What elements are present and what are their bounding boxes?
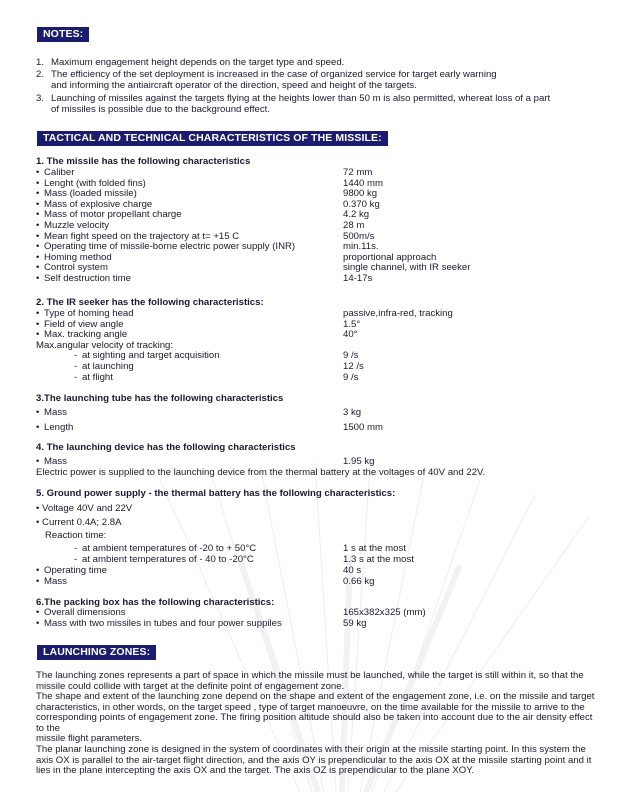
characteristic-value: 40 s xyxy=(343,565,362,576)
characteristic-value: 9 /s xyxy=(343,372,359,383)
zones-paragraph-2-end: missile flight parameters. xyxy=(36,733,143,744)
characteristic-label: Mass of explosive charge xyxy=(44,198,153,210)
dash-icon: - xyxy=(74,350,78,361)
characteristic-label: Control system xyxy=(44,262,108,274)
characteristic-value: 14-17s xyxy=(343,273,373,284)
bullet-icon: • xyxy=(36,220,40,231)
characteristic-value: 40° xyxy=(343,329,358,341)
bullet-icon: • xyxy=(36,617,40,629)
bullet-icon: • xyxy=(36,230,40,242)
bullet-icon: • xyxy=(36,329,40,341)
note-item-2-cont: and informing the antiaircraft operator of the direction, speed and height of the targets. xyxy=(51,80,417,91)
characteristic-value: min.11s. xyxy=(343,241,379,253)
box-heading: 6.The packing box has the following characteristics: xyxy=(36,597,275,608)
characteristic-label: Mass xyxy=(44,575,67,587)
characteristic-value: 1.3 s at the most xyxy=(343,554,414,565)
characteristic-label: Self destruction time xyxy=(44,273,131,284)
note-number: 1. xyxy=(36,57,45,68)
characteristic-label: Lenght (with folded fins) xyxy=(44,177,146,189)
zones-paragraph-3: The planar launching zone is designed in the system of coordinates with their origin at the missile starting point. In this system the axis OX is parallel to the air-target flight direction, and the axis OY is prependicular to the axis OX at the missile starting point and it lies in the plane intercepting the axis OX and the target. The axis OZ is prependicular to the plane XOY. xyxy=(36,744,592,777)
characteristic-label: at flight xyxy=(82,372,113,383)
characteristic-value: single channel, with IR seeker xyxy=(343,262,471,274)
power-reaction-label: Reaction time: xyxy=(45,530,107,541)
dash-icon: - xyxy=(74,372,78,383)
characteristic-label: at sighting and target acquisition xyxy=(82,350,220,361)
characteristic-label: Operating time of missile-borne electric power supply (INR) xyxy=(44,241,296,253)
bullet-icon: • xyxy=(36,177,40,189)
characteristic-value: 4.2 kg xyxy=(343,209,370,221)
note-number: 2. xyxy=(36,69,45,80)
characteristic-value: 9 /s xyxy=(343,350,359,361)
characteristic-label: Mass with two missiles in tubes and four power suppiles xyxy=(44,617,282,629)
characteristic-value: 28 m xyxy=(343,220,365,231)
bullet-icon: • xyxy=(36,565,40,576)
note-text: Launching of missiles against the targets flying at the heights lower than 50 m is also permitted, whereat loss of a part xyxy=(51,93,551,104)
characteristic-value: passive,infra-red, tracking xyxy=(343,308,453,319)
dash-icon: - xyxy=(74,543,78,554)
characteristic-label: Homing method xyxy=(44,251,112,263)
device-heading: 4. The launching device has the following characteristics xyxy=(36,442,296,453)
ttc-banner: TACTICAL AND TECHNICAL CHARACTERISTICS OF THE MISSILE: xyxy=(37,131,388,146)
notes-banner: NOTES: xyxy=(37,27,89,42)
characteristic-label: Caliber xyxy=(44,167,75,178)
bullet-icon: • xyxy=(36,167,40,178)
seeker-subheading: Max.angular velocity of tracking: xyxy=(36,340,174,351)
characteristic-label: Overall dimensions xyxy=(44,607,126,618)
characteristic-label: Type of homing head xyxy=(44,308,134,319)
characteristic-label: at ambient temperatures of -20 to + 50°C xyxy=(82,543,257,554)
tube-heading: 3.The launching tube has the following characteristics xyxy=(36,393,284,404)
characteristic-value: 9800 kg xyxy=(343,188,378,200)
bullet-icon: • xyxy=(36,503,43,514)
note-item-3-cont: of missiles is possible due to the background effect. xyxy=(51,104,271,115)
characteristic-label: Length xyxy=(44,421,74,433)
characteristic-value: 1.5° xyxy=(343,318,361,330)
power-voltage: • Voltage 40V and 22V xyxy=(36,503,133,514)
bullet-icon: • xyxy=(36,607,40,618)
characteristic-label: Max. tracking angle xyxy=(44,329,128,341)
characteristic-label: Mean fight speed on the trajectory at t= +15 C xyxy=(44,230,240,242)
note-item-2 xyxy=(36,70,497,81)
bullet-icon: • xyxy=(36,273,40,284)
characteristic-value: 1.95 kg xyxy=(343,456,375,467)
characteristic-label: Mass of motor propellant charge xyxy=(44,209,182,221)
characteristic-value: 500m/s xyxy=(343,230,375,242)
bullet-icon: • xyxy=(36,407,40,418)
bullet-icon: • xyxy=(36,251,40,263)
bullet-icon: • xyxy=(36,456,40,467)
characteristic-value: 72 mm xyxy=(343,167,373,178)
bullet-icon: • xyxy=(36,262,40,274)
characteristic-label: Mass (loaded missile) xyxy=(44,188,137,200)
characteristic-value: 1440 mm xyxy=(343,177,383,189)
bullet-icon: • xyxy=(36,241,40,253)
characteristic-label: Operating time xyxy=(44,565,107,576)
characteristic-value: 59 kg xyxy=(343,617,367,629)
note-text: The efficiency of the set deployment is increased in the case of organized service for target early warning xyxy=(51,69,497,80)
characteristic-value: proportional approach xyxy=(343,251,437,263)
zones-paragraph-1: The launching zones represents a part of space in which the missile must be launched, while the target is still within it, so that the missile could collide with target at the definite point of engagement zone. xyxy=(36,670,584,692)
bullet-icon: • xyxy=(36,209,40,221)
bullet-icon: • xyxy=(36,198,40,210)
bullet-icon: • xyxy=(36,421,40,433)
characteristic-label: Field of view angle xyxy=(44,318,124,330)
characteristic-value: 165x382x325 (mm) xyxy=(343,607,426,618)
zones-paragraph-2: The shape and extent of the launching zone depend on the shape and extent of the engagement zone, i.e. on the missile and target characteristics, in other words, on the target speed , type of target manoeuvre, on the time available for the missile to arrive to the corresponding points of engagement zone. The firing position altitude should also be taken into account due to the air density effect to the xyxy=(36,691,595,734)
dash-icon: - xyxy=(74,361,78,372)
characteristic-value: 1 s at the most xyxy=(343,543,406,554)
power-current: • Current 0.4A; 2.8A xyxy=(36,517,122,528)
characteristic-label: Mass xyxy=(44,407,67,418)
dash-icon: - xyxy=(74,554,78,565)
characteristic-label: Mass xyxy=(44,456,67,467)
characteristic-value: 1500 mm xyxy=(343,421,383,433)
note-item-1 xyxy=(36,58,344,69)
bullet-icon: • xyxy=(36,575,40,587)
characteristic-label: at launching xyxy=(82,361,134,372)
characteristic-label: at ambient temperatures of - 40 to -20°C xyxy=(82,554,254,565)
device-note: Electric power is supplied to the launching device from the thermal battery at the voltages of 40V and 22V. xyxy=(36,467,486,478)
seeker-heading: 2. The IR seeker has the following characteristics: xyxy=(36,297,264,308)
bullet-icon: • xyxy=(36,318,40,330)
note-number: 3. xyxy=(36,93,45,104)
bullet-icon: • xyxy=(36,517,43,528)
power-heading: 5. Ground power supply - the thermal battery has the following characteristics: xyxy=(36,488,396,499)
note-text: Maximum engagement height depends on the target type and speed. xyxy=(51,57,345,68)
zones-banner: LAUNCHING ZONES: xyxy=(37,645,156,660)
bullet-icon: • xyxy=(36,308,40,319)
missile-heading: 1. The missile has the following characteristics xyxy=(36,156,251,167)
note-item-3 xyxy=(36,94,550,105)
characteristic-value: 3 kg xyxy=(343,407,362,418)
bullet-icon: • xyxy=(36,188,40,200)
characteristic-value: 0.66 kg xyxy=(343,575,375,587)
characteristic-value: 12 /s xyxy=(343,361,364,372)
characteristic-value: 0.370 kg xyxy=(343,198,380,210)
characteristic-label: Muzzle velocity xyxy=(44,220,110,231)
